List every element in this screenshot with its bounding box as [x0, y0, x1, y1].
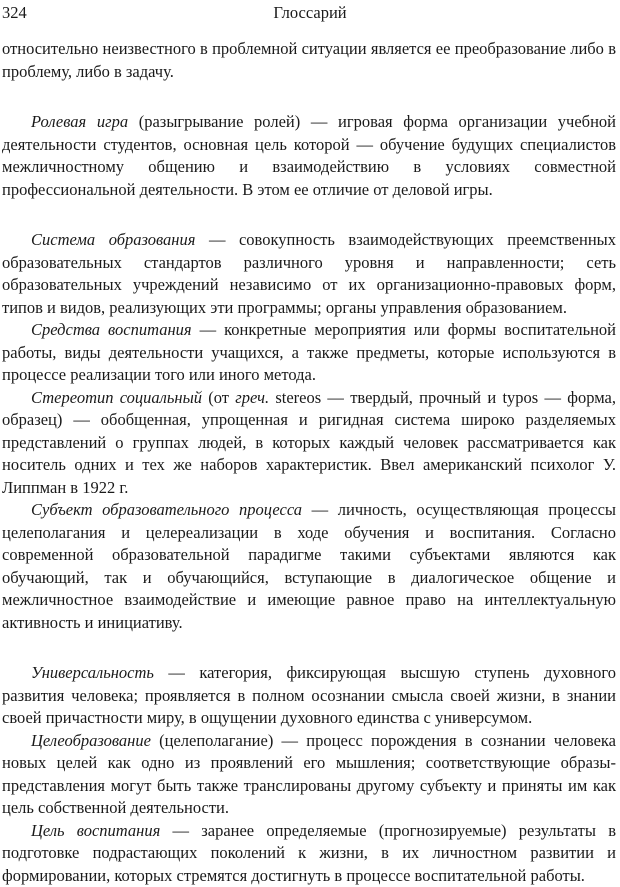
glossary-entry-universality: [2, 662, 616, 730]
paragraph-continuation: [2, 38, 616, 83]
paragraph-text: относительно неизвестного в проблемной ситуации является ее преобразование либо в проблему, либо в задачу.: [2, 39, 616, 81]
page-header: [0, 0, 620, 30]
glossary-term: Средства воспитания: [31, 320, 192, 339]
glossary-definition: — заранее определяемые (прогнозируемые) результаты в подготовке подрастающих поколений к жизни, в их личностном развитии и формировании, которых стремятся достигнуть в процессе воспитательной работы.: [2, 821, 616, 885]
glossary-entry-goal-formation: [2, 730, 616, 820]
glossary-definition: — личность, осуществляющая процессы целеполагания и целереализации в ходе обучения и воспитания. Согласно современной образовательной парадигме такими субъектами являются как обучающий, так и обучающийся, вступающие в диалогическое общение и межличностное взаимодействие и имеющие равное право на интеллектуальную активность и инициативу.: [2, 500, 616, 632]
glossary-term: Система образования: [31, 230, 195, 249]
running-title: Глоссарий: [0, 3, 620, 23]
glossary-entry-education-system: [2, 229, 616, 319]
glossary-entry-goal-of-upbringing: [2, 820, 616, 887]
glossary-entry-means-of-upbringing: [2, 319, 616, 387]
page-body: [2, 38, 616, 887]
glossary-entry-social-stereotype: [2, 387, 616, 500]
glossary-definition: — конкретные мероприятия или формы воспитательной работы, виды деятельности учащихся, а также предметы, которые используются в процессе реализации того или иного метода.: [2, 320, 616, 384]
glossary-term: Стереотип социальный: [31, 388, 202, 407]
page-number: 324: [2, 3, 27, 23]
glossary-entry-role-play: [2, 111, 616, 201]
glossary-definition: stereos — твердый, прочный и typos — форма, образец) — обобщенная, упрощенная и ригидная система широко разделяемых представлений о группах людей, в которых каждый человек рассматривается как носитель одних и тех же наборов характеристик. Ввел американский психолог У. Липпман в 1922 г.: [2, 388, 616, 497]
glossary-term: Цель воспитания: [31, 821, 160, 840]
glossary-abbreviation: греч.: [235, 388, 269, 407]
glossary-definition: (разыгрывание ролей) — игровая форма организации учебной деятельности студентов, основная цель которой — обучение будущих специалистов межличностному общению и взаимодействию в условиях совместной профессиональной деятельности. В этом ее отличие от деловой игры.: [2, 112, 616, 199]
glossary-definition-prefix: (от: [202, 388, 235, 407]
glossary-term: Целеобразование: [31, 731, 151, 750]
glossary-term: Ролевая игра: [31, 112, 128, 131]
glossary-definition: — совокупность взаимодействующих преемственных образовательных стандартов различного уровня и направленности; сеть образовательных учреждений независимо от их организационно-правовых форм, типов и видов, реализующих эти программы; органы управления образованием.: [2, 230, 616, 317]
glossary-entry-subject-of-education: [2, 499, 616, 634]
glossary-definition: (целеполагание) — процесс порождения в сознании человека новых целей как одно из проявлений его мышления; соответствующие образы-представления могут быть также транслированы другому субъекту и приняты им как цель собственной деятельности.: [2, 731, 616, 818]
glossary-term: Субъект образовательного процесса: [31, 500, 302, 519]
glossary-definition: — категория, фиксирующая высшую ступень духовного развития человека; проявляется в полном осознании смысла своей жизни, в знании своей причастности миру, в ощущении духовного единства с универсумом.: [2, 663, 616, 727]
glossary-term: Универсальность: [31, 663, 154, 682]
